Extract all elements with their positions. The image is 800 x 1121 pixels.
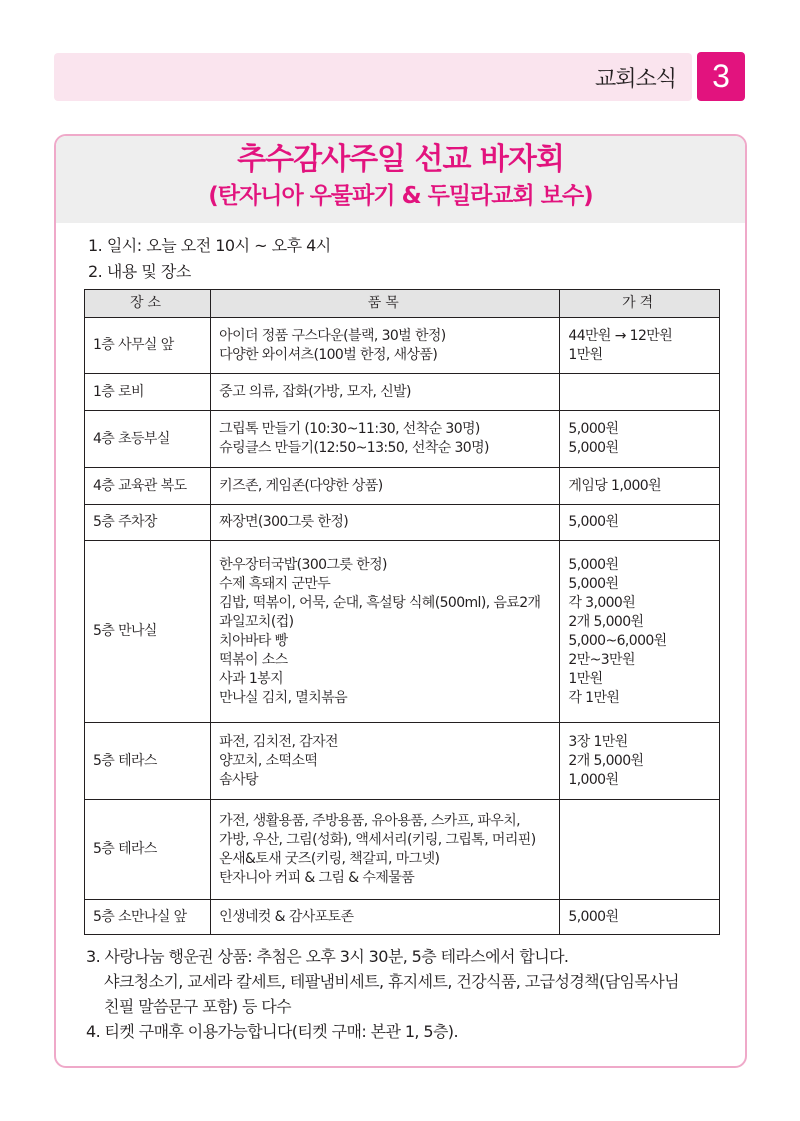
item-line: 짜장면(300그릇 한정)	[219, 514, 349, 530]
item-line: 그립톡 만들기 (10:30~11:30, 선착순 30명)	[219, 421, 480, 437]
note-raffle-prizes-cont: 친필 말씀문구 포함) 등 다수	[104, 997, 292, 1016]
item-line: 솜사탕	[219, 771, 258, 788]
cell-items	[211, 318, 560, 374]
cell-location: 4층 초등부실	[85, 411, 211, 468]
cell-location: 5층 만나실	[85, 541, 211, 723]
item-line: 슈링클스 만들기(12:50~13:50, 선착순 30명)	[219, 440, 489, 456]
item-line: 아이더 정품 구스다운(블랙, 30벌 한정)	[219, 327, 446, 344]
bazaar-table	[84, 289, 720, 935]
cell-price	[560, 541, 720, 723]
table-row	[85, 374, 720, 411]
note-raffle: 3. 사랑나눔 행운권 상품: 추첨은 오후 3시 30분, 5층 테라스에서 합니다.	[86, 947, 569, 966]
header-items: 품목	[211, 290, 560, 318]
table-header-row	[85, 290, 720, 318]
table-row	[85, 541, 720, 723]
header-price: 가격	[560, 290, 720, 318]
cell-location: 5층 테라스	[85, 723, 211, 800]
item-line: 다양한 와이셔츠(100벌 한정, 새상품)	[219, 346, 438, 363]
cell-location: 5층 주차장	[85, 505, 211, 541]
item-line: 인생네컷 & 감사포토존	[219, 908, 354, 925]
cell-items	[211, 374, 560, 411]
cell-price	[560, 723, 720, 800]
bazaar-notice-box	[54, 134, 747, 1068]
cell-items	[211, 505, 560, 541]
price-line: 각 1만원	[568, 689, 620, 706]
cell-location: 5층 테라스	[85, 800, 211, 900]
cell-items	[211, 468, 560, 505]
price-line: 2개 5,000원	[568, 752, 644, 769]
cell-location: 1층 사무실 앞	[85, 318, 211, 374]
price-line: 2개 5,000원	[568, 613, 644, 630]
item-line: 치아바타 빵	[219, 632, 288, 649]
info-date: 1. 일시: 오늘 오전 10시 ~ 오후 4시	[88, 236, 331, 255]
notice-title-area	[56, 136, 745, 223]
item-line: 김밥, 떡볶이, 어묵, 순대, 흑설탕 식혜(500ml), 음료2개	[219, 594, 541, 611]
item-line: 온새&토새 굿즈(키링, 책갈피, 마그넷)	[219, 850, 440, 867]
cell-price	[560, 900, 720, 935]
price-line: 5,000원	[568, 575, 619, 592]
price-line: 3장 1만원	[568, 733, 628, 750]
item-line: 중고 의류, 잡화(가방, 모자, 신발)	[219, 383, 411, 400]
price-line: 5,000원	[568, 514, 619, 530]
price-line: 5,000원	[568, 556, 619, 573]
price-line: 게임당 1,000원	[568, 477, 662, 494]
cell-location: 5층 소만나실 앞	[85, 900, 211, 935]
item-line: 과일꼬치(컵)	[219, 613, 294, 630]
notice-title: 추수감사주일 선교 바자회	[237, 142, 564, 177]
cell-price	[560, 505, 720, 541]
item-line: 탄자니아 커피 & 그림 & 수제물품	[219, 869, 415, 886]
cell-location: 4층 교육관 복도	[85, 468, 211, 505]
price-line: 1만원	[568, 346, 603, 363]
item-line: 사과 1봉지	[219, 670, 283, 687]
price-line: 5,000~6,000원	[568, 632, 667, 649]
table-row	[85, 411, 720, 468]
info-content-heading: 2. 내용 및 장소	[88, 262, 191, 281]
price-line: 1만원	[568, 670, 603, 687]
table-row	[85, 800, 720, 900]
price-line: 2만~3만원	[568, 651, 635, 668]
price-line: 1,000원	[568, 771, 619, 788]
price-line: 5,000원	[568, 908, 619, 925]
price-line: 5,000원	[568, 440, 619, 456]
section-header-bar	[54, 53, 692, 101]
item-line: 한우장터국밥(300그릇 한정)	[219, 556, 387, 573]
header-location: 장소	[85, 290, 211, 318]
table-row	[85, 900, 720, 935]
cell-price	[560, 468, 720, 505]
cell-price	[560, 374, 720, 411]
price-line: 5,000원	[568, 421, 619, 437]
price-line: 각 3,000원	[568, 594, 636, 611]
item-line: 양꼬치, 소떡소떡	[219, 752, 318, 769]
cell-location: 1층 로비	[85, 374, 211, 411]
item-line: 만나실 김치, 멸치볶음	[219, 689, 348, 706]
table-row	[85, 723, 720, 800]
notice-subtitle: (탄자니아 우물파기 & 두밀라교회 보수)	[208, 183, 593, 209]
item-line: 떡볶이 소스	[219, 651, 288, 668]
item-line: 가방, 우산, 그림(성화), 액세서리(키링, 그립톡, 머리핀)	[219, 831, 536, 848]
note-raffle-prizes: 샤크청소기, 교세라 칼세트, 테팔냄비세트, 휴지세트, 건강식품, 고급성경책(담임목사님	[104, 972, 679, 991]
notes-section	[86, 944, 679, 1044]
cell-items	[211, 800, 560, 900]
item-line: 가전, 생활용품, 주방용품, 유아용품, 스카프, 파우치,	[219, 812, 520, 829]
page-number-badge: 3	[697, 52, 745, 101]
table-row	[85, 468, 720, 505]
section-label: 교회소식	[594, 67, 676, 92]
cell-price	[560, 411, 720, 468]
item-line: 수제 흑돼지 군만두	[219, 575, 331, 592]
cell-price	[560, 318, 720, 374]
table-row	[85, 505, 720, 541]
cell-items	[211, 723, 560, 800]
price-line: 44만원 → 12만원	[568, 327, 673, 344]
cell-price	[560, 800, 720, 900]
cell-items	[211, 411, 560, 468]
item-line: 파전, 김치전, 감자전	[219, 733, 338, 750]
table-row	[85, 318, 720, 374]
note-ticket: 4. 티켓 구매후 이용가능합니다(티켓 구매: 본관 1, 5층).	[86, 1022, 458, 1041]
cell-items	[211, 541, 560, 723]
item-line: 키즈존, 게임존(다양한 상품)	[219, 477, 383, 494]
cell-items	[211, 900, 560, 935]
